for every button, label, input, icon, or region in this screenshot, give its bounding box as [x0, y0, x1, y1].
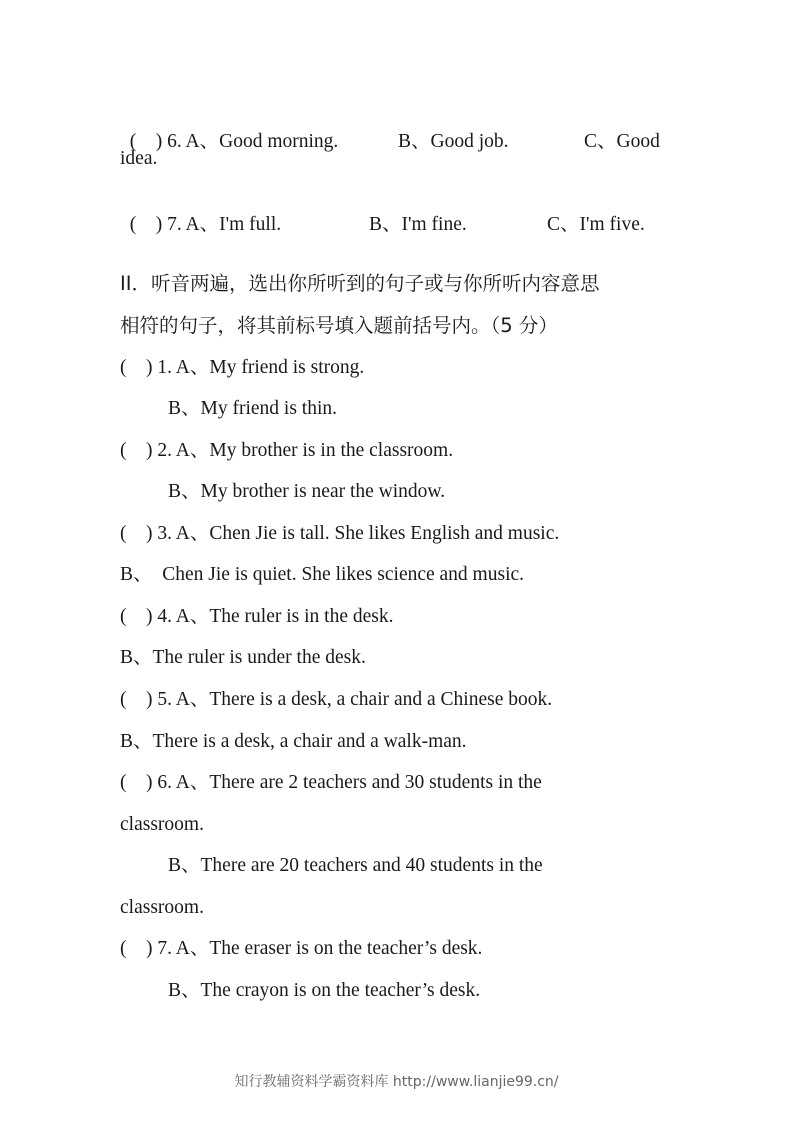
item-3-option-a: ( ) 3. A、Chen Jie is tall. She likes English and music. [120, 523, 560, 544]
item-6-option-b-continuation: classroom. [120, 897, 204, 918]
footer-source-text: 知行教辅资料学霸资料库 http://www.lianjie99.cn/ [234, 1074, 559, 1090]
item-6-option-a: ( ) 6. A、There are 2 teachers and 30 students in the [120, 772, 542, 793]
question-6-continuation: idea. [120, 148, 158, 169]
question-6-option-c: C、Good [584, 131, 660, 152]
item-4-option-a: ( ) 4. A、The ruler is in the desk. [120, 606, 394, 627]
item-3-option-b: B、 Chen Jie is quiet. She likes science and music. [120, 564, 525, 585]
item-5-option-a: ( ) 5. A、There is a desk, a chair and a Chinese book. [120, 689, 553, 710]
question-6-stem: ( ) 6. A、Good morning. [129, 131, 339, 152]
question-7-option-c: C、I'm five. [547, 214, 645, 235]
item-2-option-b: B、My brother is near the window. [168, 481, 446, 502]
item-7-option-a: ( ) 7. A、The eraser is on the teacher’s desk. [120, 938, 483, 959]
item-4-option-b: B、The ruler is under the desk. [120, 647, 366, 668]
item-6-option-b: B、There are 20 teachers and 40 students in the [168, 855, 543, 876]
question-7-row [120, 189, 645, 237]
item-2-option-a: ( ) 2. A、My brother is in the classroom. [120, 440, 454, 461]
item-7-option-b: B、The crayon is on the teacher’s desk. [168, 980, 481, 1001]
question-7-stem: ( ) 7. A、I'm full. [129, 214, 282, 235]
section-2-title-line-2: 相符的句子，将其前标号填入题前括号内。（5 分） [120, 314, 558, 337]
item-1-option-b: B、My friend is thin. [168, 398, 337, 419]
question-6-option-b: B、Good job. [398, 131, 509, 152]
item-1-option-a: ( ) 1. A、My friend is strong. [120, 357, 365, 378]
item-6-option-a-continuation: classroom. [120, 814, 204, 835]
item-5-option-b: B、There is a desk, a chair and a walk-man. [120, 731, 467, 752]
section-2-title-line-1: II．听音两遍，选出你所听到的句子或与你所听内容意思 [120, 272, 600, 295]
question-7-option-b: B、I'm fine. [369, 214, 467, 235]
